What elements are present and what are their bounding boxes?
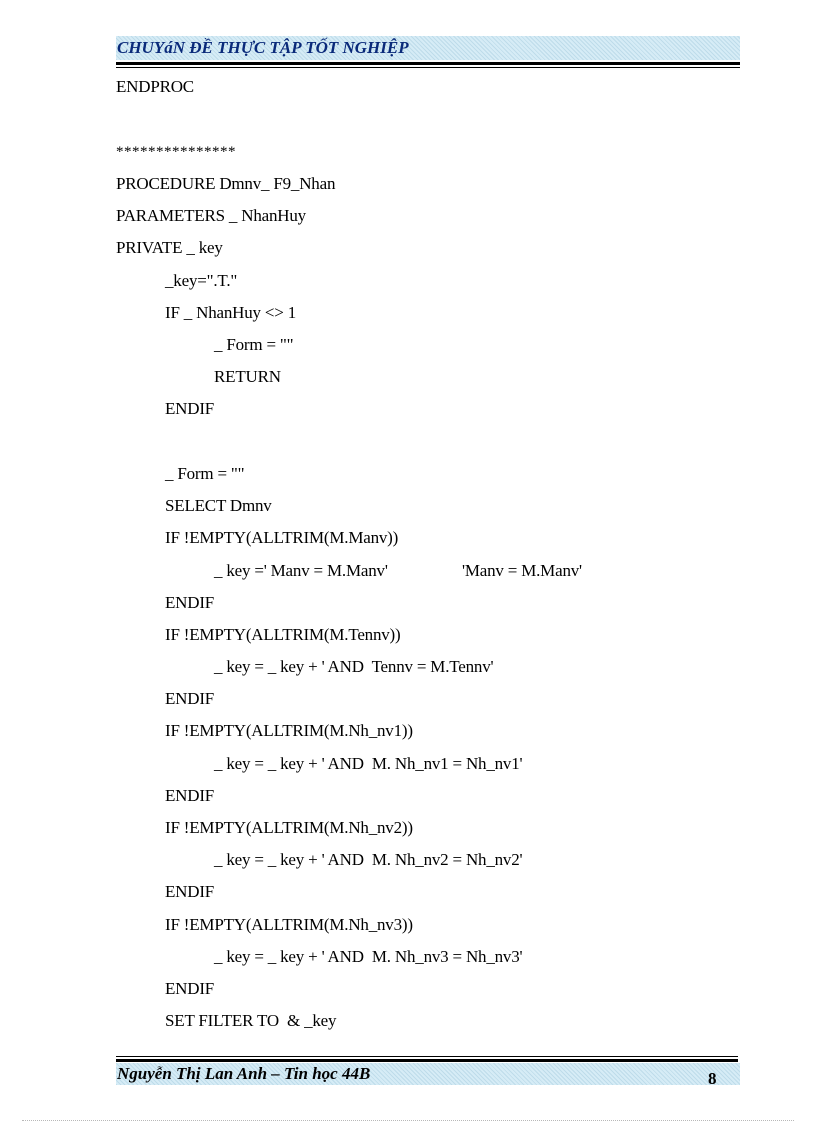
code-line: ENDIF [165,979,215,998]
code-line: _ key = _ key + ' AND M. Nh_nv1 = Nh_nv1' [214,754,523,773]
code-line: IF !EMPTY(ALLTRIM(M.Manv)) [165,528,399,547]
code-line: IF !EMPTY(ALLTRIM(M.Tennv)) [165,625,401,644]
code-line: ENDIF [165,786,215,805]
code-line: SET FILTER TO & _key [165,1011,337,1030]
header-rule-thin [116,67,740,68]
code-separator: *************** [116,144,236,160]
code-line: ENDIF [165,399,215,418]
code-line: _ key = _ key + ' AND M. Nh_nv3 = Nh_nv3' [214,947,523,966]
code-line: _ Form = "" [214,335,294,354]
code-line: ENDIF [165,689,215,708]
code-line: PARAMETERS _ NhanHuy [116,206,306,225]
code-comment: 'Manv = M.Manv' [462,561,582,580]
code-line: ENDIF [165,593,215,612]
code-line: IF !EMPTY(ALLTRIM(M.Nh_nv2)) [165,818,413,837]
code-line: IF !EMPTY(ALLTRIM(M.Nh_nv1)) [165,721,413,740]
page-number: 8 [708,1069,717,1085]
page-edge-divider [22,1120,794,1121]
code-line: _ Form = "" [165,464,245,483]
code-line: ENDPROC [116,77,194,96]
code-line: _ key = _ key + ' AND M. Nh_nv2 = Nh_nv2' [214,850,523,869]
code-line: PROCEDURE Dmnv_ F9_Nhan [116,174,336,193]
code-line: RETURN [214,367,281,386]
code-line: _key=".T." [165,271,238,290]
code-line: _ key = _ key + ' AND Tennv = M.Tennv' [214,657,494,676]
code-line: ENDIF [165,882,215,901]
code-line: _ key =' Manv = M.Manv' [214,561,388,580]
header-rule [116,62,740,65]
footer-author: Nguyễn Thị Lan Anh – Tin học 44B [117,1064,371,1083]
code-line: SELECT Dmnv [165,496,272,515]
code-line: IF !EMPTY(ALLTRIM(M.Nh_nv3)) [165,915,413,934]
code-line: IF _ NhanHuy <> 1 [165,303,296,322]
header-title: CHUYáN ĐỀ THỰC TẬP TỐT NGHIỆP [117,38,409,57]
footer-rule [116,1059,738,1062]
footer-rule-thin [116,1056,738,1057]
code-line: PRIVATE _ key [116,238,223,257]
